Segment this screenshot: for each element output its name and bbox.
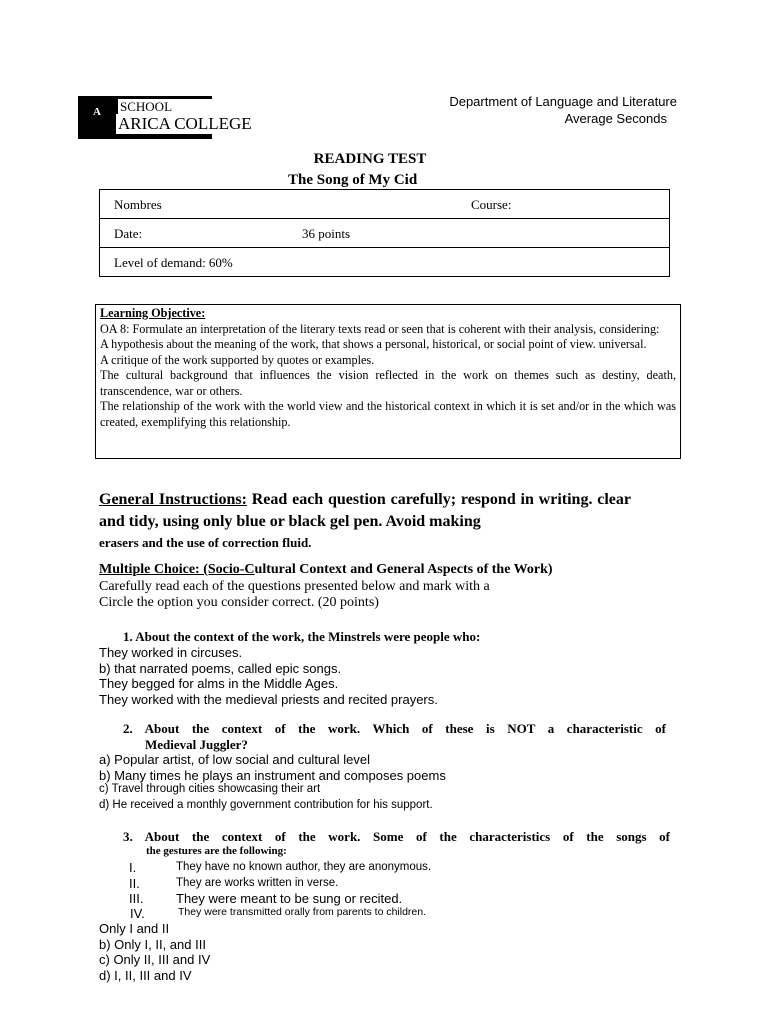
- mc-heading-rest: ultural Context and General Aspects of the Work): [254, 562, 553, 577]
- work-title: The Song of My Cid: [288, 172, 418, 188]
- q2-option: b) Many times he plays an instrument and composes poems: [99, 768, 446, 783]
- school-logo: [78, 96, 252, 139]
- demand-label: Level of demand: 60%: [114, 255, 233, 270]
- q3-option: d) I, II, III and IV: [99, 968, 192, 983]
- q2-option: d) He received a monthly government contribution for his support.: [99, 799, 433, 811]
- info-row-date: [100, 219, 669, 248]
- multiple-choice-heading: [99, 562, 639, 579]
- objective-title: Learning Objective:: [100, 306, 206, 320]
- q3-statement: They have no known author, they are anonymous.: [176, 861, 432, 873]
- question-2: 2. About the context of the work. Which of these is NOT a characteristic of: [123, 721, 666, 736]
- objective-line: A hypothesis about the meaning of the work, that shows a personal, historical, or social point of view. universal.: [100, 337, 647, 351]
- course-level: Average Seconds: [564, 111, 667, 126]
- q2-option: c) Travel through cities showcasing their art: [99, 783, 321, 795]
- mc-instruction-line: Circle the option you consider correct. (20 points): [99, 595, 379, 610]
- q1-option: They worked with the medieval priests and recited prayers.: [99, 692, 438, 707]
- logo-school-text: SCHOOL: [118, 99, 212, 115]
- q1-option: They begged for alms in the Middle Ages.: [99, 676, 339, 691]
- names-label: Nombres: [114, 197, 162, 212]
- q3-option: b) Only I, II, and III: [99, 937, 206, 952]
- instructions-heading: General Instructions:: [99, 491, 247, 508]
- question-1: 1. About the context of the work, the Minstrels were people who:: [123, 629, 481, 644]
- mc-instruction-line: Carefully read each of the questions presented below and mark with a: [99, 578, 490, 594]
- logo-name-text: ARICA COLLEGE: [118, 114, 252, 133]
- q3-option: Only I and II: [99, 921, 170, 936]
- q2-option: a) Popular artist, of low social and cultural level: [99, 752, 370, 767]
- objective-line: The cultural background that influences the vision reflected in the work on themes such as destiny, death, transcendence, war or others.: [100, 368, 676, 398]
- question-2-cont: Medieval Juggler?: [145, 737, 248, 752]
- q1-option: They worked in circuses.: [99, 645, 243, 660]
- general-instructions: [99, 489, 631, 554]
- instructions-tail: erasers and the use of correction fluid.: [99, 535, 312, 550]
- q3-numeral: I.: [129, 860, 137, 875]
- objective-line: A critique of the work supported by quotes or examples.: [100, 352, 375, 367]
- q3-numeral: II.: [129, 876, 140, 891]
- q1-option: b) that narrated poems, called epic songs.: [99, 661, 342, 676]
- course-label: Course:: [471, 197, 512, 212]
- multiple-choice-section: [99, 562, 639, 612]
- student-info-table: [99, 189, 670, 277]
- info-row-demand: [100, 248, 669, 276]
- q3-statement: They were meant to be sung or recited.: [176, 891, 403, 906]
- learning-objective-box: [95, 304, 681, 459]
- q3-option: c) Only II, III and IV: [99, 952, 211, 967]
- q3-statement: They are works written in verse.: [176, 877, 339, 889]
- q3-numeral: III.: [129, 891, 144, 906]
- logo-letter: A: [93, 106, 101, 118]
- q3-numeral: IV.: [130, 906, 145, 921]
- points-label: 36 points: [302, 226, 351, 241]
- q3-statement: They were transmitted orally from parents to children.: [178, 906, 427, 918]
- objective-line: OA 8: Formulate an interpretation of the literary texts read or seen that is coherent with their analysis, considering:: [100, 321, 660, 336]
- question-3: 3. About the context of the work. Some of the characteristics of the songs of: [123, 829, 670, 844]
- date-label: Date:: [114, 226, 143, 241]
- mc-heading-underlined: Multiple Choice: (Socio-C: [99, 562, 255, 577]
- question-3-cont: the gestures are the following:: [146, 845, 287, 857]
- info-row-names: [100, 190, 669, 219]
- objective-line: The relationship of the work with the world view and the historical context in which it is set and/or in the which was created, exemplifying this relationship.: [100, 399, 676, 429]
- instructions-body: Read each question carefully; respond in writing. clear and tidy, using only blue or black gel pen. Avoid making: [99, 491, 632, 530]
- test-title: READING TEST: [313, 151, 427, 167]
- department-name: Department of Language and Literature: [449, 94, 677, 109]
